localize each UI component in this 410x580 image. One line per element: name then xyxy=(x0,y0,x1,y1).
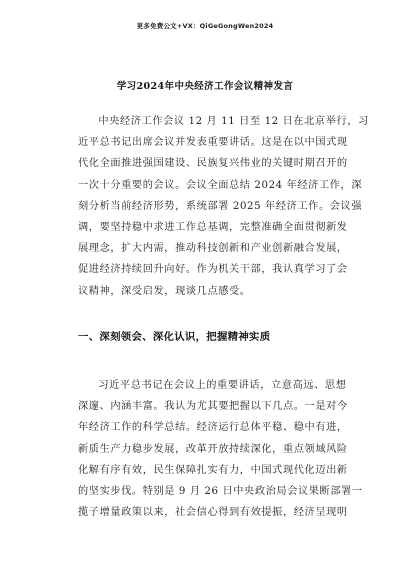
paragraph-line: 展理念，扩大内需，推动科技创新和产业创新融合发展， xyxy=(78,243,348,255)
paragraph-line: 中央经济工作会议 12 月 11 日至 12 日在北京举行，习 xyxy=(98,116,369,127)
paragraph-intro xyxy=(78,111,369,302)
paragraph-line: 调，要坚持稳中求进工作总基调，完整准确全面贯彻新发 xyxy=(78,222,348,234)
paragraph-line: 习近平总书记在会议上的重要讲话，立意高远、思想 xyxy=(98,380,347,391)
paragraph-section1 xyxy=(78,375,363,523)
paragraph-line: 新质生产力稳步发展，改革开放持续深化，重点领域风险 xyxy=(78,443,348,455)
paragraph-line: 刻分析当前经济形势，系统部署 2025 年经济工作。会议强 xyxy=(78,200,363,212)
paragraph-line: 促进经济持续回升向好。作为机关干部，我认真学习了会 xyxy=(78,264,348,276)
header-note: 更多免费公文+VX：QiGeGongWen2024 xyxy=(136,22,274,30)
paragraph-line: 近平总书记出席会议并发表重要讲话。这是在以中国式现 xyxy=(78,137,348,149)
paragraph-line: 揽子增量政策以来，社会信心得到有效提振，经济呈现明 xyxy=(78,507,348,519)
paragraph-line: 议精神，深受启发，现谈几点感受。 xyxy=(78,285,251,297)
paragraph-line: 一次十分重要的会议。会议全面总结 2024 年经济工作，深 xyxy=(78,179,363,191)
paragraph-line: 深邃、内涵丰富。我认为尤其要把握以下几点。一是对今 xyxy=(78,401,348,413)
document-title: 学习2024年中央经济工作会议精神发言 xyxy=(116,81,294,92)
section-heading: 一、深刻领会、深化认识，把握精神实质 xyxy=(78,331,271,343)
paragraph-line: 代化全面推进强国建设、民族复兴伟业的关键时期召开的 xyxy=(78,158,348,170)
paragraph-line: 化解有序有效，民生保障扎实有力，中国式现代化迈出新 xyxy=(78,464,348,476)
paragraph-line: 的坚实步伐。特别是 9 月 26 日中央政治局会议果断部署一 xyxy=(78,486,363,498)
paragraph-line: 年经济工作的科学总结。经济运行总体平稳、稳中有进， xyxy=(78,422,348,434)
